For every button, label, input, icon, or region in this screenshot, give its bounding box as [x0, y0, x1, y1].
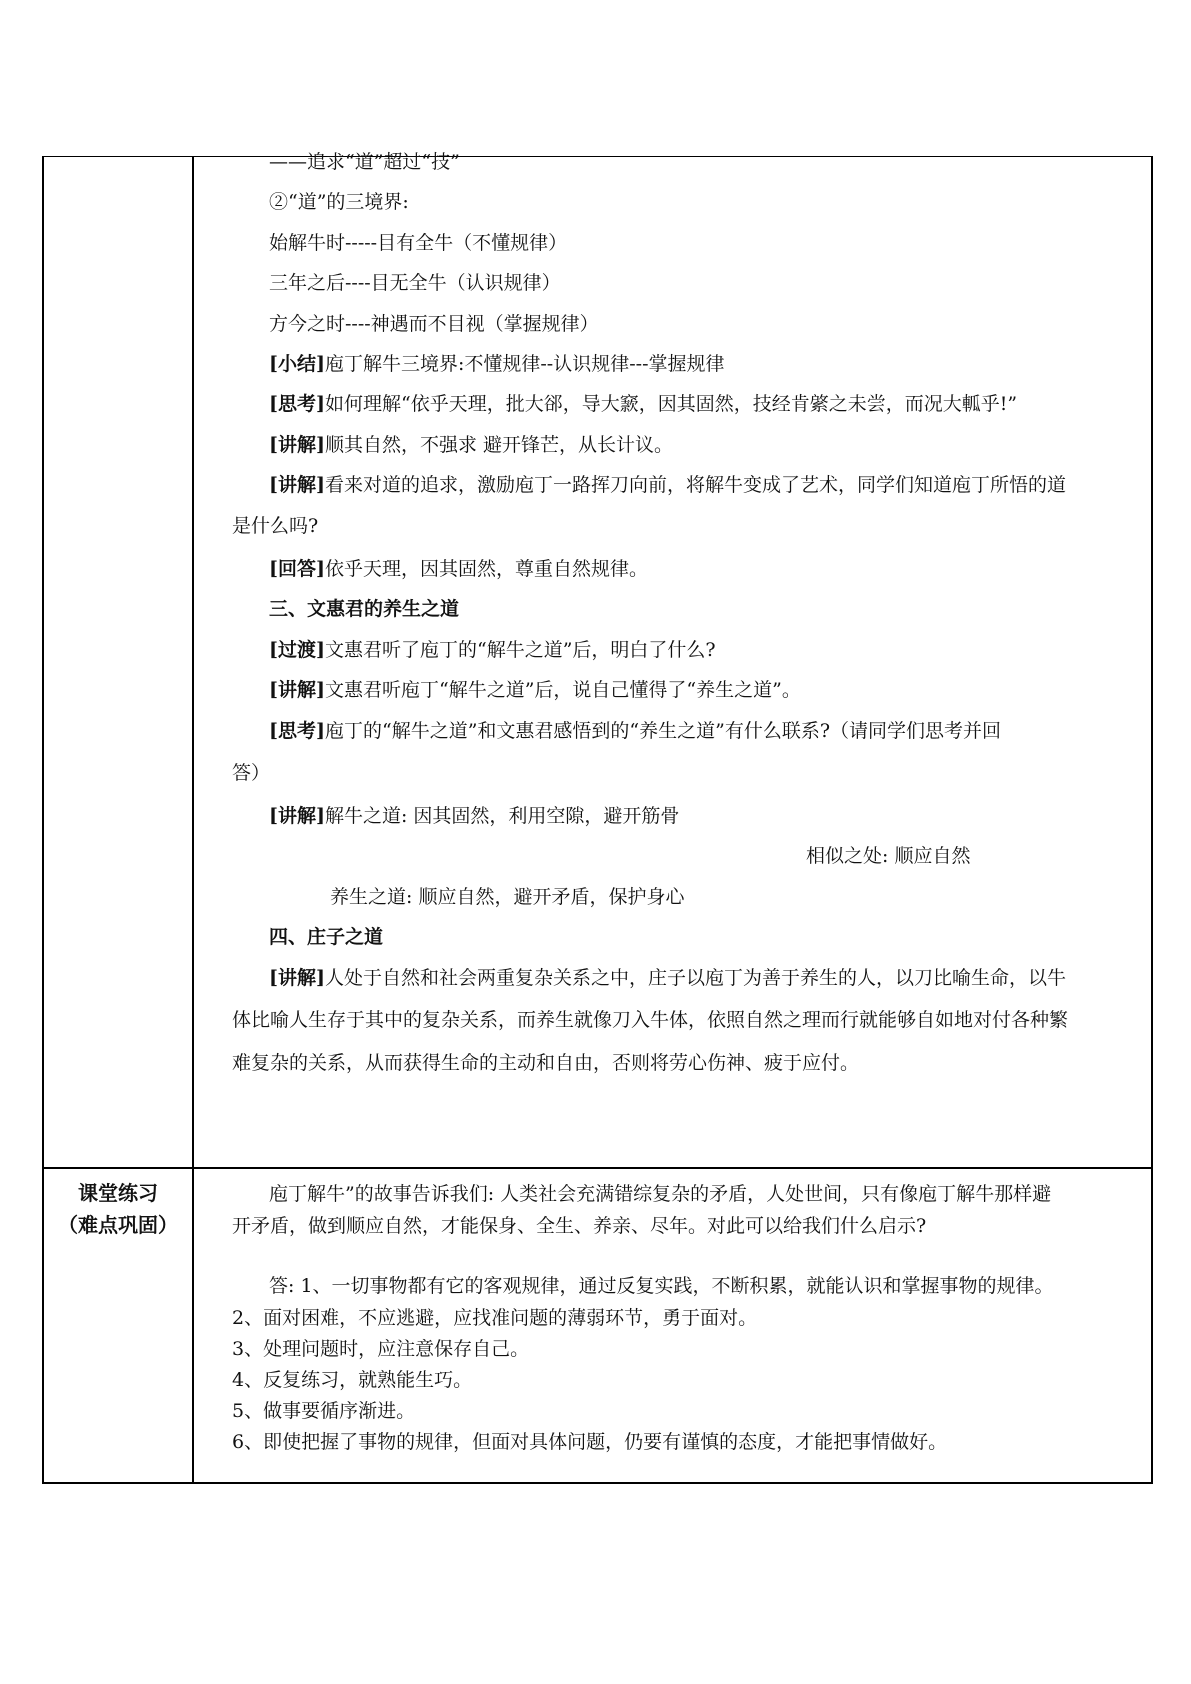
table-row-divider	[42, 1167, 1153, 1169]
exercise-label-title: 课堂练习	[78, 1181, 158, 1205]
question-line: 开矛盾，做到顺应自然，才能保身、全生、养亲、尽年。对此可以给我们什么启示?	[232, 1215, 927, 1237]
think-line	[269, 718, 1001, 744]
explain-line	[269, 965, 1066, 991]
text-line: 三年之后----目无全牛（认识规律）	[269, 272, 561, 294]
answer-item: 答: 1、一切事物都有它的客观规律，通过反复实践，不断积累，就能认识和掌握事物的规律。	[269, 1275, 1054, 1297]
text-body: 依乎天理，因其固然，尊重自然规律。	[324, 558, 648, 580]
exercise-label-subtitle: （难点巩固）	[58, 1213, 178, 1237]
explain-line	[269, 472, 1066, 498]
tag-label: [思考]	[269, 720, 325, 742]
answer-item: 3、处理问题时，应注意保存自己。	[232, 1338, 530, 1360]
answer-item: 4、反复练习，就熟能生巧。	[232, 1369, 473, 1391]
section-heading: 四、庄子之道	[269, 926, 384, 948]
tag-label: [讲解]	[269, 805, 325, 827]
answer-item: 5、做事要循序渐进。	[232, 1400, 416, 1422]
tag-label: [回答]	[269, 558, 325, 580]
tag-label: [讲解]	[269, 967, 325, 989]
text-body: 庖丁的“解牛之道”和文惠君感悟到的“养生之道”有什么联系?（请同学们思考并回	[324, 720, 1002, 742]
text-line: 体比喻人生存于其中的复杂关系，而养生就像刀入牛体，依照自然之理而行就能够自如地对付各种繁	[232, 1009, 1069, 1031]
answer-item: 6、即使把握了事物的规律，但面对具体问题，仍要有谨慎的态度，才能把事情做好。	[232, 1431, 948, 1453]
text-line: 方今之时----神遇而不目视（掌握规律）	[269, 313, 599, 335]
think-line	[269, 391, 1017, 417]
text-body: 如何理解“依乎天理，批大郤，导大窾，因其固然，技经肯綮之未尝，而况大軱乎!”	[324, 393, 1018, 415]
text-body: 文惠君听庖丁“解牛之道”后，说自己懂得了“养生之道”。	[324, 679, 801, 701]
answer-line	[269, 556, 648, 582]
text-body: 解牛之道: 因其固然，利用空隙，避开筋骨	[324, 805, 680, 827]
explain-line	[269, 677, 801, 703]
text-line: 是什么吗?	[232, 515, 319, 537]
tag-label: [小结]	[269, 353, 325, 375]
text-body: 人处于自然和社会两重复杂关系之中，庄子以庖丁为善于养生的人，以刀比喻生命，以牛	[324, 967, 1066, 989]
transition-line	[269, 637, 716, 663]
tag-label: [思考]	[269, 393, 325, 415]
answer-item: 2、面对困难，不应逃避，应找准问题的薄弱环节，勇于面对。	[232, 1307, 758, 1329]
text-line: 养生之道: 顺应自然，避开矛盾，保护身心	[330, 886, 685, 908]
text-line: ②“道”的三境界:	[269, 191, 409, 213]
text-line: ——追求“道”超过“技”	[269, 151, 460, 173]
lesson-table	[42, 151, 1153, 1484]
exercise-label	[44, 1177, 192, 1241]
tag-label: [过渡]	[269, 639, 325, 661]
explain-line	[269, 803, 679, 829]
text-body: 庖丁解牛三境界:不懂规律--认识规律---掌握规律	[324, 353, 725, 375]
text-body: 文惠君听了庖丁的“解牛之道”后，明白了什么?	[324, 639, 716, 661]
text-body: 顺其自然，不强求 避开锋芒，从长计议。	[324, 434, 674, 456]
section-heading: 三、文惠君的养生之道	[269, 598, 460, 620]
tag-label: [讲解]	[269, 679, 325, 701]
table-left-border	[42, 157, 44, 1482]
explain-line	[269, 432, 673, 458]
text-line: 难复杂的关系，从而获得生命的主动和自由，否则将劳心伤神、疲于应付。	[232, 1052, 860, 1074]
text-line: 始解牛时-----目有全牛（不懂规律）	[269, 232, 568, 254]
text-line: 答）	[232, 762, 271, 784]
question-line: 庖丁解牛”的故事告诉我们: 人类社会充满错综复杂的矛盾，人处世间，只有像庖丁解牛那样避	[269, 1183, 1052, 1205]
text-line: 相似之处: 顺应自然	[806, 845, 971, 867]
table-right-border	[1151, 157, 1153, 1482]
text-body: 看来对道的追求，激励庖丁一路挥刀向前，将解牛变成了艺术，同学们知道庖丁所悟的道	[324, 474, 1066, 496]
tag-label: [讲解]	[269, 474, 325, 496]
summary-line	[269, 351, 725, 377]
table-column-divider	[192, 157, 194, 1482]
tag-label: [讲解]	[269, 434, 325, 456]
